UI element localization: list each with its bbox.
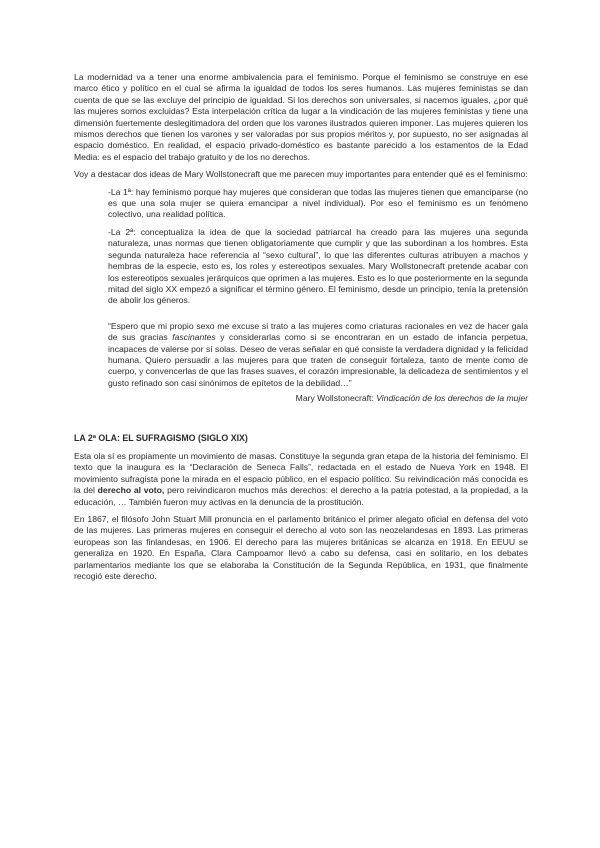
- section-paragraph-2: En 1867, el filósofo John Stuart Mill pronuncia en el parlamento británico el primer alegato oficial en defensa del voto de las mujeres. Las primeras mujeres en conseguir el derecho al voto son las neozelandesas en 1893. Las primeras europeas son las finlandesas, en 1906. El derecho para las mujeres británicas se alcanza en 1918. En EEUU se generaliza en 1920. En España, Clara Campoamor llevó a cabo su defensa, casi en solitario, en los debates parlamentarios mediante los que se elaboraba la Constitución de la Segunda República, en 1931, que finalmente recogió este derecho.: [74, 514, 528, 582]
- document-page: [74, 72, 528, 588]
- intro-paragraph-1: La modernidad va a tener una enorme ambivalencia para el feminismo. Porque el feminismo se construye en ese marco ético y político en el cual se afirma la igualdad de todos los seres humanos. Las mujeres feministas se dan cuenta de que se las excluye del principio de igualdad. Si los derechos son universales, si nacemos iguales, ¿por qué las mujeres somos excluidas? Esta interpelación crítica da lugar a la vindicación de las mujeres feministas y tiene una dimensión fuertemente deslegitimadora del orden que los varones ilustrados quieren imponer. Las mujeres quieren los mismos derechos que tienen los varones y ser valoradas por sus propios méritos y, por supuesto, no ser asignadas al espacio doméstico. En realidad, el espacio privado-doméstico es bastante parecido a los estamentos de la Edad Media: es el espacio del trabajo gratuito y de los no derechos.: [74, 72, 528, 162]
- section-paragraph-1: [74, 451, 528, 508]
- idea-second: -La 2ª: conceptualiza la idea de que la sociedad patriarcal ha creado para las mujeres una segunda naturaleza, unas normas que tienen obligatoriamente que cumplir y que las subordinan a los hombres. Esta segunda naturaleza hace referencia al “sexo cultural”, lo que las diferentes culturas atribuyen a machos y hembras de la especie, esto es, los roles y estereotipos sexuales. Mary Wollstonecraft pretende acabar con los estereotipos sexuales jerárquicos que oprimen a las mujeres. Esto es lo que posteriormente en la segunda mitad del siglo XX empezó a significar el término género. El feminismo, desde un principio, tenía la pretensión de abolir los géneros.: [108, 226, 528, 306]
- section-p1-text-a: Esta ola sí es propiamente un movimiento de masas. Constituye la segunda gran etapa de la historia del feminismo. El texto que la inaugura es la “Declaración de Seneca Falls”, redactada en el estado de Nueva York en 1948. El movimiento sufragista pone la mirada en el espacio público, en el espacio político. Su reivindicación más conocida es la del: [74, 450, 528, 496]
- quote-italic-word: fascinantes: [172, 332, 216, 343]
- idea-first: -La 1ª: hay feminismo porque hay mujeres que consideran que todas las mujeres tienen que emanciparse (no es que una sola mujer se quiera emancipar a nivel individual). Por eso el feminismo es un fenómeno colectivo, una realidad política.: [108, 186, 528, 220]
- quote-part-1: “Espero que mi propio sexo me excuse si trato a las mujeres como criaturas racionales en vez de hacer gala de sus gracias: [108, 320, 528, 343]
- wollstonecraft-quote: [108, 321, 528, 389]
- intro-paragraph-2: Voy a destacar dos ideas de Mary Wollstonecraft que me parecen muy importantes para entender qué es el feminismo:: [74, 169, 528, 180]
- section-heading: LA 2ª OLA: EL SUFRAGISMO (SIGLO XIX): [74, 432, 248, 443]
- quote-part-2: y considerarlas como si se encontraran en un estado de infancia perpetua, incapaces de valerse por sí solas. Deseo de veras señalar en qué consiste la verdadera dignidad y la felicidad humana. Quiero persuadir a las mujeres para que traten de conseguir fortaleza, tanto de mente como de cuerpo, y convencerlas de que las frases suaves, el corazón impresionable, la delicadeza de sentimientos y el gusto refinado son casi sinónimos de epítetos de la debilidad…”: [108, 332, 528, 388]
- quote-author: Mary Wollstonecraft:: [295, 393, 377, 404]
- quote-work-title: Vindicación de los derechos de la mujer: [376, 393, 528, 404]
- section-p1-text-b: pero reivindicaron muchos más derechos: el derecho a la patria potestad, a la propiedad, a la educación, … También fueron muy activas en la denuncia de la prostitución.: [74, 485, 528, 507]
- quote-attribution: [74, 393, 528, 404]
- section-p1-bold: derecho al voto,: [97, 485, 165, 496]
